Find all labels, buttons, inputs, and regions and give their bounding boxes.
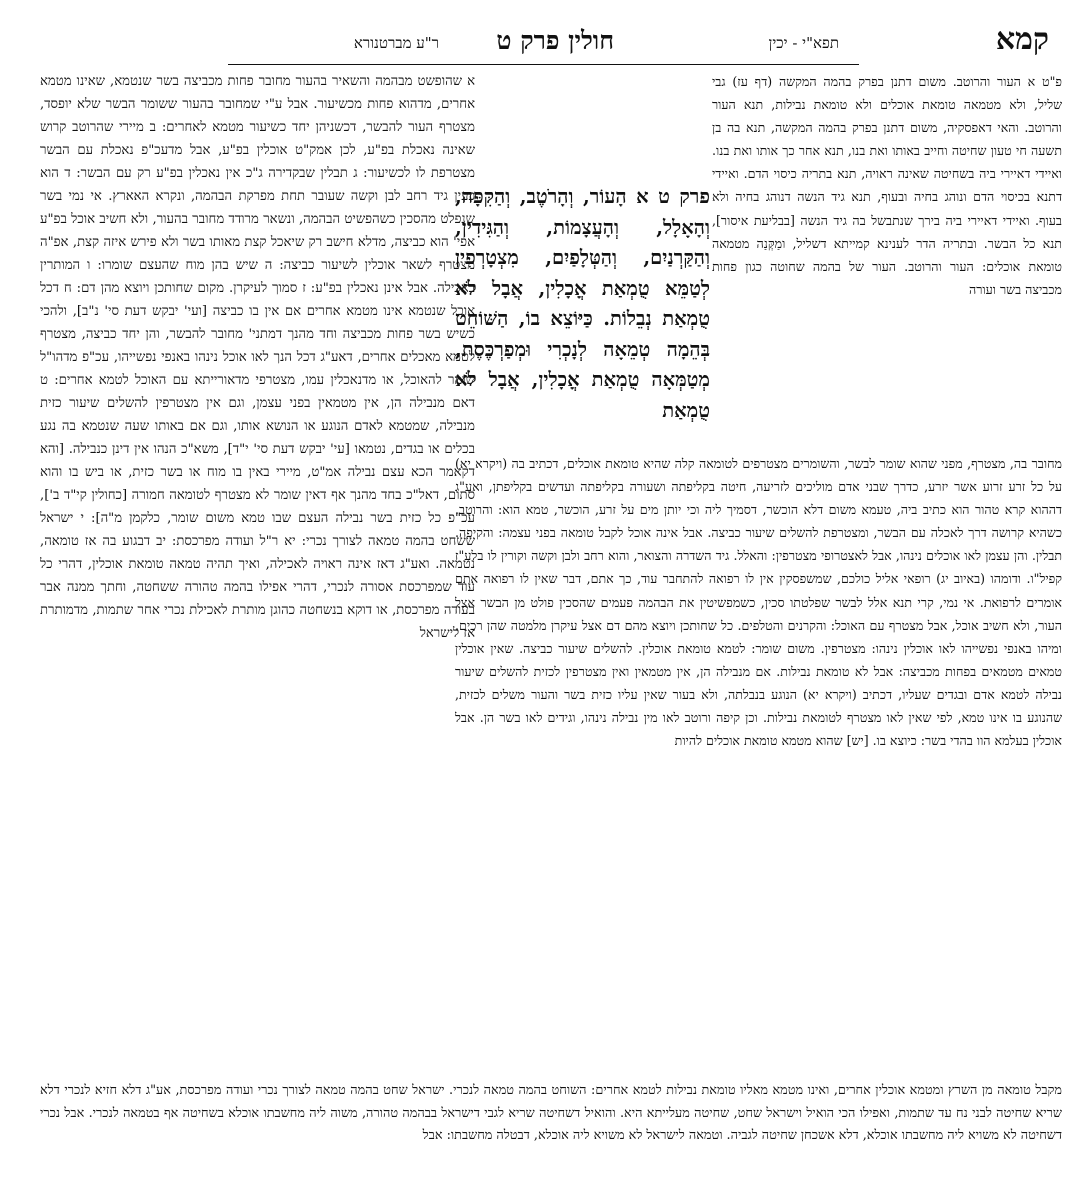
running-head-bartenura: ר"ע מברטנורא	[353, 34, 439, 52]
folio-number: קמא	[995, 22, 1049, 57]
header-rule	[228, 64, 859, 65]
bartenura-top-text: פ"ט א העור והרוטב. משום דתנן בפרק בהמה המקשה (דף עז) גבי שליל, ולא מטמאה טומאת אוכלים ולא טומאת נבילות, תנא העור והרוטב. והאי דאפסקיה, משום דתנן בפרק בהמה המקשה, תנא בה בן תשעה חי טעון שחיטה וחייב באותו ואת בנו, תנא אחר כך אותו ואת בנו. ואיידי דאיירי ביה בשחיטה שאינה ראויה, תנא בתריה כיסוי הדם. ואיידי דתנא בכיסוי הדם ונוהג בחיה ובעוף, תנא גיד הנשה דנוהג בחיה ולא בעוף. ואיידי דאיירי ביה בירך שנתבשל בה גיד הנשה [בבליעת איסור], תנא כל הבשר. ובתריה הדר לענינא קמייתא דשליל, ומַקְּנַה מטמאה טומאת אוכלים: העור והרוטב. העור של בהמה שחוטה כגון פחות מכביצה בשר ועורה	[712, 74, 1062, 297]
bartenura-bottom-text: מקבל טומאה מן השרץ ומטמא אוכלין אחרים, ואינו מטמא מאליו טומאת נבילות לטמא אחרים: השוחט בהמה טמאה לנכרי. ישראל שחט בהמה טמאה לצורך נכרי ועודה מפרכסת, אע"ג דלא חזיא לנכרי דלא שריא שחיטה לבני נח עד שתמות, ואפילו הכי הואיל וישראל שחט, שחיטה מעלייתא היא. והואיל דשחיטה שריא לגבי דישראל בבהמה טהורה, משוה ליה מחשבתו אוכלא בשחיטה אף בטמאה לנכרי. אבל נכרי דשחיטה לא משויא ליה מחשבתו אוכלא, דלא אשכחן שחיטה לגביה. וטמאה לישראל לא משויא ליה אוכלא, דבטלה מחשבתו: אבל	[40, 1083, 1062, 1144]
yachin-text: א שהופשט מבהמה והשאיר בהעור מחובר פחות מכביצה בשר שנטמא, שאינו מטמא אחרים, מדהוא פחות מכשיעור. אבל ע"י שמחובר בהעור ששומר הבשר שלא יופסד, מצטרף העור להבשר, דכשניהן יחד כשיעור מטמא לאחרים: ב מיירי שהרוטב קרוש שאינה נאכלת בפ"ע, לכן אמק"ט אוכלין בפ"ע, אבל מדעכ"פ נאכלת עם הבשר מצטרפת לו לכשיעור: ג תבלין שבקדירה ג"כ אין נאכלין בפ"ע רק עם הבשר: ד הוא כעין גיד רחב לבן וקשה שעובר תחת מפרקת הבהמה, ונקרא האארץ. אי נמי בשר שנפלט מהסכין כשהפשיט הבהמה, ונשאר מרודד מחובר בהעור, ולא חשיב אוכל בפ"ע אפי' הוא כביצה, מדלא חישב רק שיאכל קצת מאותו בשר ולא פירש איזה קצת, אפ"ה מצטרף לשאר אוכלין לשיעור כביצה: ה שיש בהן מוח שהעצם שומרו: ו המותרין באכילה. אבל אינן נאכלין בפ"ע: ז סמוך לעיקרן. מקום שחותכן ויוצא מהן דם: ח דכל אוכל שנטמא אינו מטמא אחרים אם אין בו כביצה [ועי' יבקש דעת סי' נ"ב], ולהכי כשיש בשר פחות מכביצה וחד מהנך דמתני' מחובר להבשר, והן יחד כביצה, מצטרף לטמא מאכלים אחרים, דאע"ג דכל הנך לאו אוכל נינהו באנפי נפשייהו, עכ"פ מדהו"ל שומר להאוכל, או מדנאכלין עמו, מצטרפי מדאורייתא עם האוכל לטמא אחרים: ט דאם מנבילה הן, אין מטמאין בפני עצמן, וגם אין מצטרפין להשלים שיעור כזית מנבילה, שמטמא לאדם הנוגע או הנושא אותו, וגם אם באותו שעה שנטמא בה נגע בכלים או בגדים, נטמאו [עי' יבקש דעת סי' י"ד], משא"כ הנהו אין דינן כנבילה. [והא דקאמר הכא עצם נבילה אמ"ט, מיירי באין בו מוח או בשר כזית, או ביש בו והוא סתום, דאל"כ בחד מהנך אף דאין שומר לא מצטרף לטומאה חמורה [כחולין קי"ד ב'], עכ"פ כל כזית בשר נבילה העצם שבו טמא משום שומר, כלקמן מ"ה]: י ישראל ששחט בהמה טמאה לצורך נכרי: יא ר"ל ועודה מפרכסת: יב דבגוע בה אז טומאה, נטמאה. ואע"ג דאז אינה ראויה לאכילה, ואיך תהיה טמאה טומאת אוכלין, דהרי כל עוד שמפרכסת אסורה לנכרי, דהרי אפילו בהמה טהורה ששחטה, וחתך ממנה אבר בעודה מפרכסת, או דוקא בנשחטה כהוגן מותרת לאכילת נכרי אחר שתמות, מדמותרת אז לישראל	[40, 74, 475, 641]
bartenura-commentary-top	[712, 70, 1062, 440]
page-header	[40, 22, 1049, 60]
running-head-yachin: תפא"י - יכין	[768, 34, 839, 52]
yachin-commentary	[40, 70, 475, 1074]
chapter-title: חולין פרק ט	[496, 26, 614, 55]
bartenura-commentary-bottom	[40, 1080, 1062, 1190]
mishna-text-block	[455, 182, 710, 452]
bartenura-middle-text: מחובר בה, מצטרף, מפני שהוא שומר לבשר, והשומרים מצטרפים לטומאה קלה שהיא טומאת אוכלים, דכתיב בה (ויקרא יא) על כל זרע זרוע אשר יזרע, כדרך שבני אדם מוליכים לזריעה, חיטה בקליפתה ושעורה בקליפתה ועדשים בקליפתן, ואע"ג דההוא קרא טהור הוא כתיב ביה, טעמא משום דלא הוכשר, דסמיך ליה וכי יותן מים על זרע, הוכשר, טמא הוא: והרוטב. כשהיא קרושה דרך לאכלה עם הבשר, ומצטרפת להשלים שיעור כביצה. אבל אינה אוכל לקבל טומאה בפני עצמה: והקיפה. תבלין. והן עצמן לאו אוכלים נינהו, אבל לאצטרופי מצטרפין: והאלל. גיד השדרה והצואר, והוא רחב ולבן וקשה וקורין לו בלע"ז קפיל"ו. ודומהו (באיוב יג) רופאי אליל כולכם, שמשפסקין אין לו רפואה להתחבר עוד, כך אתם, דבר שאין לו רפואה אתם אומרים לרפואת. אי נמי, קרי תנא אלל לבשר שפלטתו סכין, כשמפשיטין את הבהמה פעמים שהסכין פולט מן הבשר אצל העור, ולא חשיב אוכל, אבל מצטרף עם האוכל: והקרנים והטלפים. כל שחותכן ויוצא מהם דם אצל עיקרן מלמטה שהן רכים. ומיהו באנפי נפשייהו לאו אוכלין נינהו: מצטרפין. משום שומר: לטמא טומאת אוכלין. להשלים שיעור כביצה. שאין אוכלין טמאים מטמאים בפחות מכביצה: אבל לא טומאת נבילות. אם מנבילה הן, אין מטמאין ואין מצטרפין לכזית להשלים שיעור נבילה לטמא אדם ובגדים שעליו, דכתיב (ויקרא יא) הנוגע בנבלתה, ולא בעור שאין עליו כזית בשר והעור משלים לכזית, שהנוגע בו אינו טמא, לפי שאין לאו מצטרף לטומאת נבילות. וכן קיפה ורוטב לאו מין נבילה נינהו, וגידים לאו בשר הן. אבל אוכלין בעלמא הוו בהדי בשר: כיוצא בו. [יש] שהוא מטמא טומאת אוכלים להיות	[455, 456, 1062, 749]
bartenura-commentary-middle	[455, 452, 1062, 1077]
mishna-text: פרק ט א הָעוֹר, וְהָרֹטֶב, וְהַקִּפָּה, וְהָאָלָל, וְהָעֲצָמוֹת, וְהַגִּידִין, וְהַקַּרְנַיִם, וְהַטְּלָפַיִם, מִצְטָרְפִין לְטַמֵּא טֻמְאַת אֳכָלִין, אֲבָל לֹא טֻמְאַת נְבֵלוֹת. כַּיּוֹצֵא בוֹ, הַשּׁוֹחֵט בְּהֵמָה טְמֵאָה לְנָכְרִי וּמְפַרְכֶּסֶת, מְטַמְּאָה טֻמְאַת אֳכָלִין, אֲבָל לֹא טֻמְאַת	[455, 185, 710, 422]
